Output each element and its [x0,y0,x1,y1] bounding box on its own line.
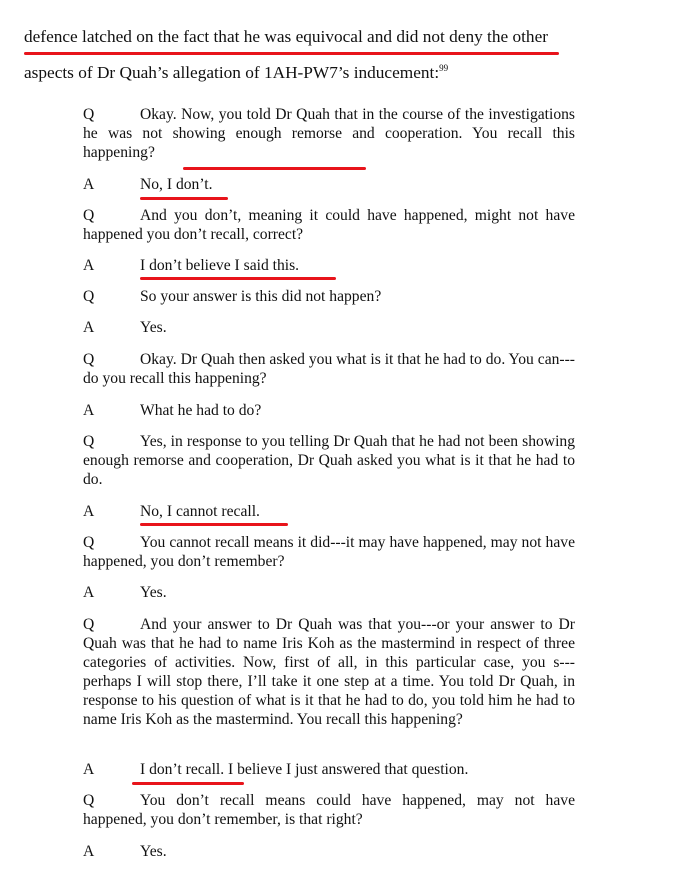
intro-line-2: aspects of Dr Quah’s allegation of 1AH-PW7’s inducement:$^{99}$ [24,63,449,82]
speaker-label: Q [83,207,95,224]
transcript-text: I don’t recall. I believe I just answered that question. [140,761,469,778]
transcript-text: No, I cannot recall. [140,503,260,520]
highlight-underline [140,197,228,200]
speaker-label: Q [83,351,95,368]
highlight-underline [140,523,288,526]
transcript-text: No, I don’t. [140,176,213,193]
transcript-entry [83,350,575,388]
transcript-text: So your answer is this did not happen? [140,288,382,305]
transcript-entry [83,533,575,571]
transcript-entry [83,105,575,162]
speaker-label: A [83,257,95,274]
transcript-text: And your answer to Dr Quah was that you---or your answer to Dr Quah was that he had to name Iris Koh as the mastermind in respect of three categories of activities. Now, first of all, in this particular case, you s---perhaps I will stop there, I’ll take it one step at a time. You told Dr Quah, in response to his question of what is it that he had to do, you told him he had to name Iris Koh as the mastermind. You recall this happening? [83,616,575,728]
speaker-label: Q [83,106,95,123]
transcript-entry [83,318,575,337]
transcript-entry [83,206,575,244]
transcript-text: Yes. [140,584,167,601]
highlight-underline [140,277,336,280]
transcript-entry [83,791,575,829]
speaker-label: Q [83,616,95,633]
transcript-text: Yes, in response to you telling Dr Quah that he had not been showing enough remorse and cooperation, Dr Quah asked you what is it that he had to do. [83,433,575,488]
speaker-label: A [83,503,95,520]
transcript-text: Okay. Dr Quah then asked you what is it that he had to do. You can---do you recall this happening? [83,351,575,387]
speaker-label: A [83,402,95,419]
transcript-entry [83,287,575,306]
transcript-entry [83,175,575,194]
transcript-entry [83,502,575,521]
speaker-label: A [83,843,95,860]
transcript-entry [83,615,575,729]
speaker-label: A [83,176,95,193]
transcript-entry [83,401,575,420]
speaker-label: A [83,319,95,336]
transcript-text: You cannot recall means it did---it may have happened, may not have happened, you don’t remember? [83,534,575,570]
speaker-label: Q [83,433,95,450]
transcript-text: I don’t believe I said this. [140,257,300,274]
highlight-underline [24,52,559,55]
transcript-text: Okay. Now, you told Dr Quah that in the course of the investigations he was not showing enough remorse and cooperation. You recall this happening? [83,106,575,161]
transcript-text: Yes. [140,319,167,336]
transcript-entry [83,842,575,861]
transcript-entry [83,256,575,275]
speaker-label: Q [83,288,95,305]
speaker-label: Q [83,534,95,551]
transcript-entry [83,432,575,489]
transcript-text: What he had to do? [140,402,262,419]
transcript-entry [83,583,575,602]
footnote-reference[interactable]: 99 [439,63,449,74]
highlight-underline [132,782,244,785]
transcript-text: You don’t recall means could have happened, may not have happened, you don’t remember, is that right? [83,792,575,828]
highlight-underline [183,167,366,170]
transcript-text: And you don’t, meaning it could have happened, might not have happened you don’t recall, correct? [83,207,575,243]
intro-line-1: defence latched on the fact that he was equivocal and did not deny the other [24,27,548,46]
speaker-label: Q [83,792,95,809]
speaker-label: A [83,584,95,601]
transcript-entry [83,760,575,779]
transcript-text: Yes. [140,843,167,860]
speaker-label: A [83,761,95,778]
